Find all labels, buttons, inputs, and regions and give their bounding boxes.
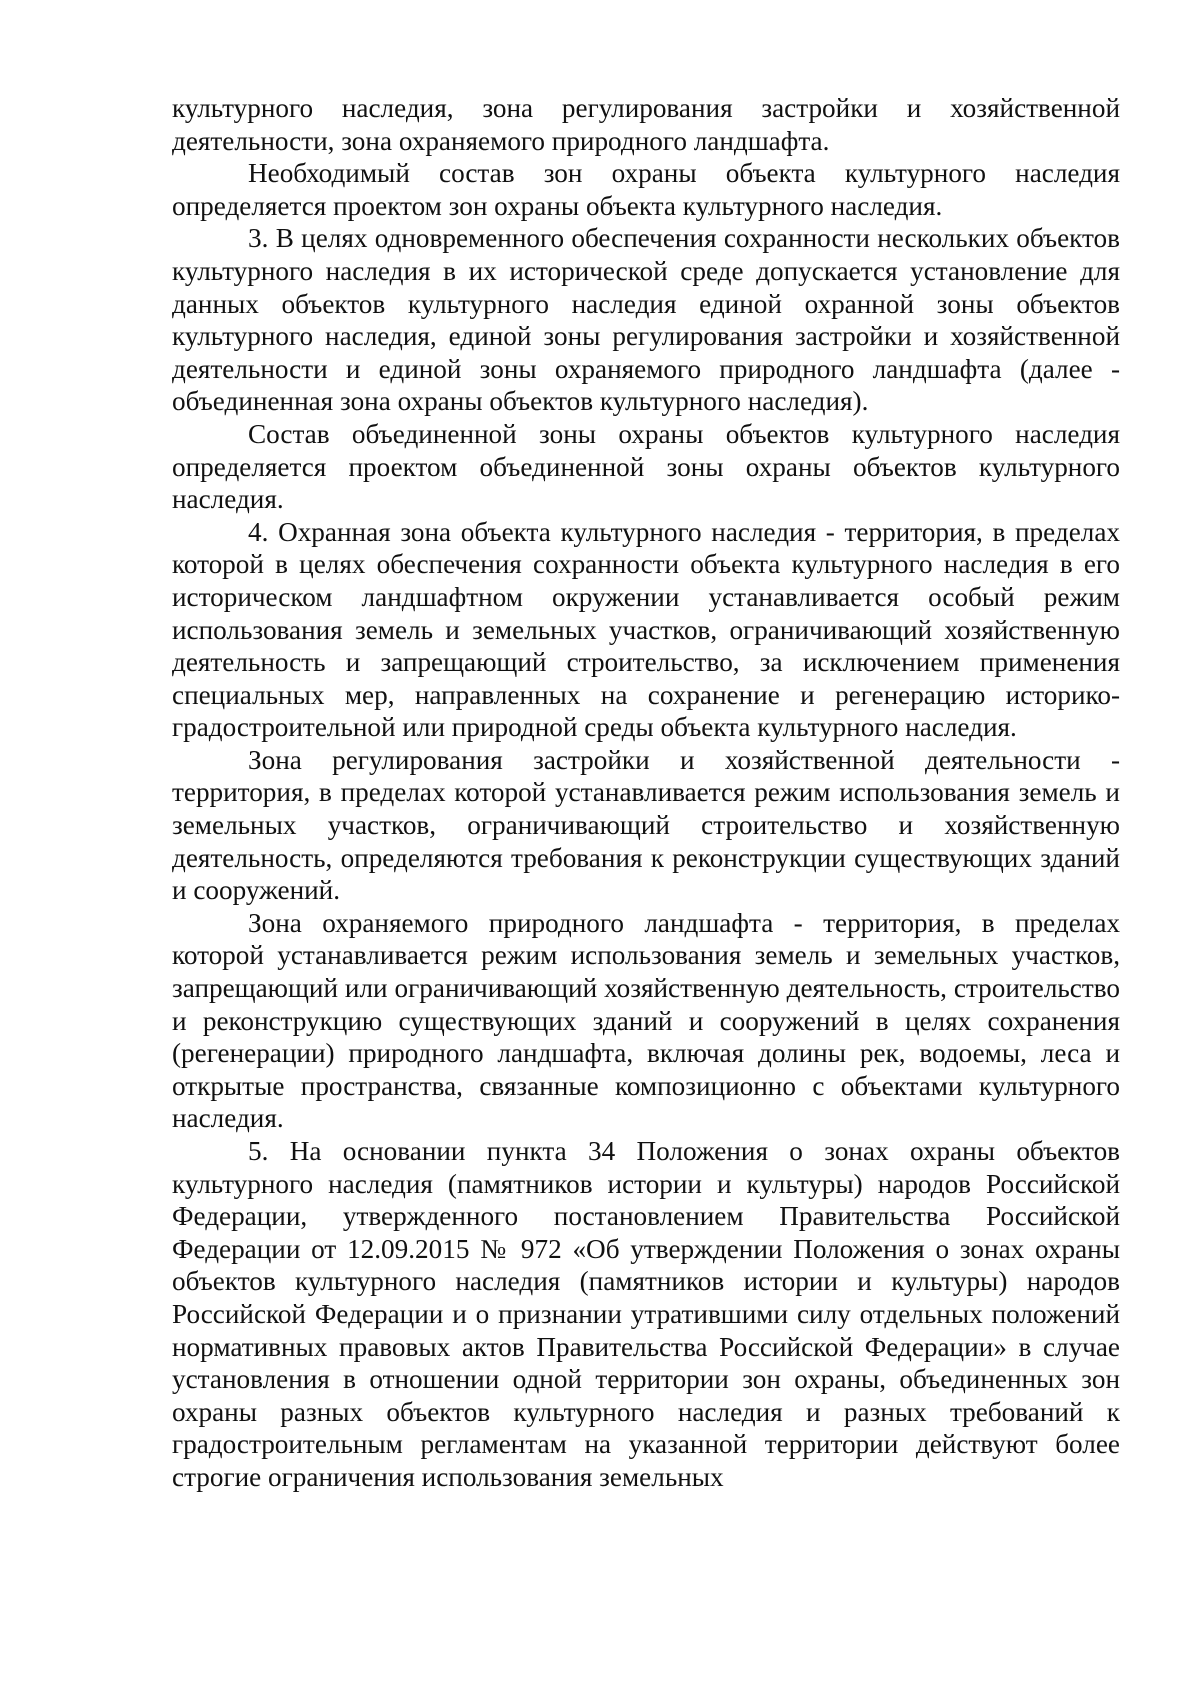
paragraph-landscape-zone: Зона охраняемого природного ландшафта - территория, в пределах которой устанавливается режим использования земель и земельных участков, запрещающий или ограничивающий хозяйственную деятельность, строительство и реконструкцию существующих зданий и сооружений в целях сохранения (регенерации) природного ландшафта, включая долины рек, водоемы, леса и открытые пространства, связанные композиционно с объектами культурного наследия.	[172, 907, 1120, 1134]
paragraph-continuation: культурного наследия, зона регулирования застройки и хозяйственной деятельности, зона охраняемого природного ландшафта.	[172, 93, 1120, 156]
paragraph-item-5: 5. На основании пункта 34 Положения о зонах охраны объектов культурного наследия (памятников истории и культуры) народов Российской Федерации, утвержденного постановлением Правительства Российской Федерации от 12.09.2015 № 972 «Об утверждении Положения о зонах охраны объектов культурного наследия (памятников истории и культуры) народов Российской Федерации и о признании утратившими силу отдельных положений нормативных правовых актов Правительства Российской Федерации» в случае установления в отношении одной территории зон охраны, объединенных зон охраны разных объектов культурного наследия и разных требований к градостроительным регламентам на указанной территории действуют более строгие ограничения использования земельных	[172, 1136, 1120, 1492]
paragraph-item-3: 3. В целях одновременного обеспечения сохранности нескольких объектов культурного наследия в их исторической среде допускается установление для данных объектов культурного наследия единой охранной зоны объектов культурного наследия, единой зоны регулирования застройки и хозяйственной деятельности и единой зоны охраняемого природного ландшафта (далее - объединенная зона охраны объектов культурного наследия).	[172, 223, 1120, 417]
paragraph-required-zones: Необходимый состав зон охраны объекта культурного наследия определяется проектом зон охраны объекта культурного наследия.	[172, 158, 1120, 221]
paragraph-unified-zone-composition: Состав объединенной зоны охраны объектов культурного наследия определяется проектом объединенной зоны охраны объектов культурного наследия.	[172, 418, 1120, 515]
document-page	[172, 92, 1120, 1494]
paragraph-regulation-zone: Зона регулирования застройки и хозяйственной деятельности - территория, в пределах которой устанавливается режим использования земель и земельных участков, ограничивающий строительство и хозяйственную деятельность, определяются требования к реконструкции существующих зданий и сооружений.	[172, 744, 1120, 906]
paragraph-item-4: 4. Охранная зона объекта культурного наследия - территория, в пределах которой в целях обеспечения сохранности объекта культурного наследия в его историческом ландшафтном окружении устанавливается особый режим использования земель и земельных участков, ограничивающий хозяйственную деятельность и запрещающий строительство, за исключением применения специальных мер, направленных на сохранение и регенерацию историко-градостроительной или природной среды объекта культурного наследия.	[172, 516, 1120, 743]
